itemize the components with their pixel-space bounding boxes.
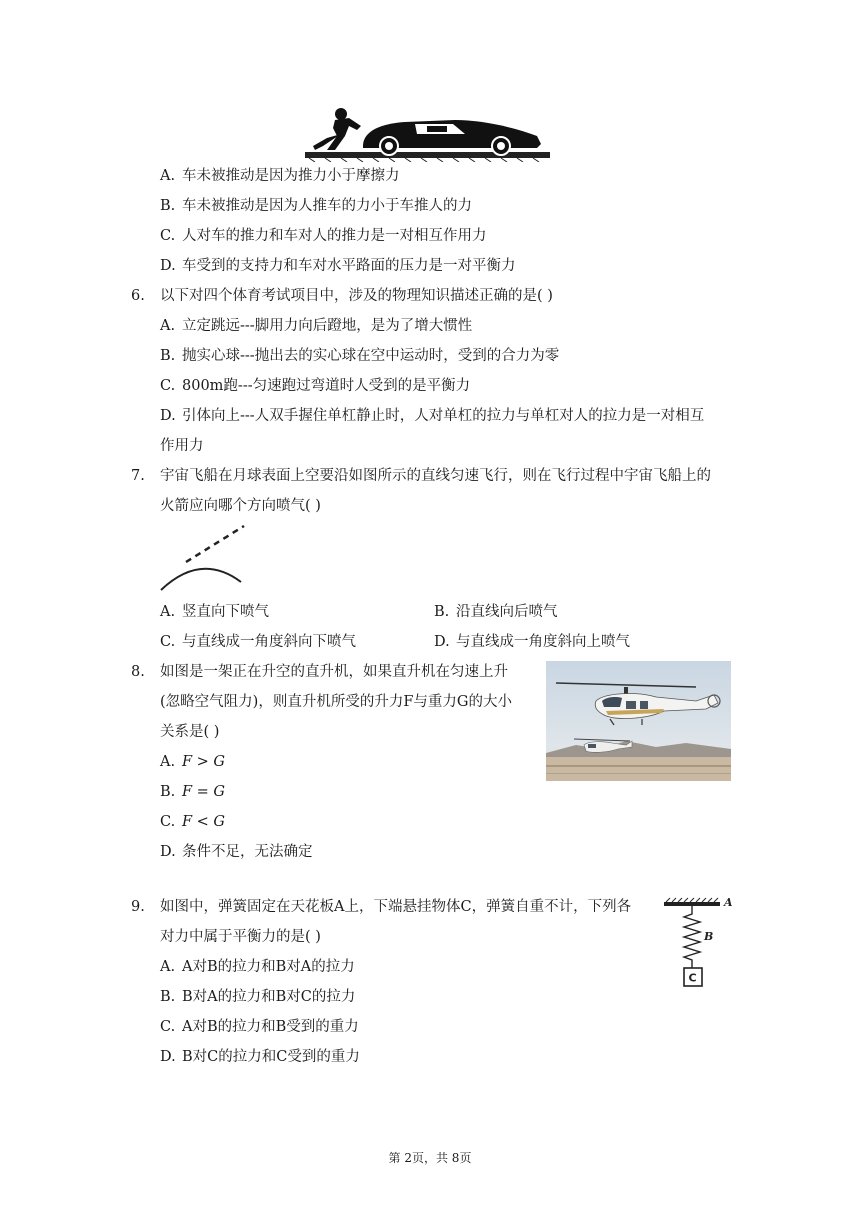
option-letter: C. (160, 814, 176, 830)
option-letter: C. (160, 228, 176, 244)
option-letter: B. (160, 198, 176, 214)
option-text: F > G (182, 754, 226, 770)
option-text: 车受到的支持力和车对水平路面的压力是一对平衡力 (182, 258, 516, 274)
option-text: 车未被推动是因为人推车的力小于车推人的力 (182, 198, 472, 214)
q6-option-d-continued: 作用力 (160, 438, 204, 454)
q9-option-a (160, 957, 355, 977)
q7-stem-line1: 宇宙飞船在月球表面上空要沿如图所示的直线匀速飞行，则在飞行过程中宇宙飞船上的 (160, 468, 711, 484)
option-text: 引体向上---人双手握住单杠静止时，人对单杠的拉力与单杠对人的拉力是一对相互 (182, 408, 705, 424)
option-text: B对A的拉力和B对C的拉力 (182, 989, 356, 1005)
option-text: 条件不足，无法确定 (182, 844, 313, 860)
q7-option-c (160, 632, 356, 652)
option-letter: C. (160, 1019, 176, 1035)
q5-option-a (160, 166, 400, 186)
option-letter: D. (160, 408, 176, 424)
option-text: F < G (182, 814, 226, 830)
option-letter: B. (160, 989, 176, 1005)
q5-option-c (160, 226, 487, 246)
moon-trajectory-figure (158, 522, 250, 594)
option-text: A对B的拉力和B对A的拉力 (182, 959, 355, 975)
q7-option-d (434, 632, 630, 652)
q7-option-a (160, 602, 269, 622)
option-letter: D. (434, 634, 450, 650)
option-letter: B. (160, 784, 176, 800)
option-letter: D. (160, 844, 176, 860)
option-text: 800m跑---匀速跑过弯道时人受到的是平衡力 (182, 378, 471, 394)
spring-figure (660, 894, 738, 994)
q9-stem-line2: 对力中属于平衡力的是( ) (160, 929, 321, 945)
q7-number: 7. (131, 468, 145, 484)
car-push-figure (305, 106, 550, 162)
q8-option-c (160, 812, 225, 832)
q8-stem-line1: 如图是一架正在升空的直升机，如果直升机在匀速上升 (160, 664, 508, 680)
q9-stem-line1: 如图中，弹簧固定在天花板A上，下端悬挂物体C，弹簧自重不计，下列各 (160, 899, 632, 915)
option-letter: A. (160, 959, 176, 975)
q6-stem: 以下对四个体育考试项目中，涉及的物理知识描述正确的是( ) (160, 288, 553, 304)
option-letter: B. (160, 348, 176, 364)
q6-option-c (160, 376, 470, 396)
q6-option-b (160, 346, 559, 366)
q5-option-d (160, 256, 516, 276)
q5-option-b (160, 196, 472, 216)
option-text: 与直线成一角度斜向上喷气 (456, 634, 630, 650)
option-letter: A. (160, 754, 176, 770)
option-text: 立定跳远---脚用力向后蹬地，是为了增大惯性 (182, 318, 473, 334)
q8-number: 8. (131, 664, 145, 680)
q8-stem-line3: 关系是( ) (160, 724, 220, 740)
q7-stem-line2: 火箭应向哪个方向喷气( ) (160, 498, 321, 514)
option-text: F = G (182, 784, 226, 800)
q8-stem-line2: (忽略空气阻力)，则直升机所受的升力F与重力G的大小 (160, 694, 512, 710)
page-footer: 第 2页，共 8页 (388, 1151, 472, 1165)
q7-option-b (434, 602, 558, 622)
option-text: 与直线成一角度斜向下喷气 (182, 634, 356, 650)
option-letter: C. (160, 634, 176, 650)
option-letter: D. (160, 258, 176, 274)
option-letter: B. (434, 604, 450, 620)
q6-option-a (160, 316, 472, 336)
helicopter-photo (546, 661, 731, 781)
option-text: 车未被推动是因为推力小于摩擦力 (182, 168, 400, 184)
option-text: A对B的拉力和B受到的重力 (182, 1019, 359, 1035)
q8-option-b (160, 782, 225, 802)
label-c: C (688, 971, 697, 985)
q9-option-c (160, 1017, 359, 1037)
option-text: B对C的拉力和C受到的重力 (182, 1049, 360, 1065)
label-a: A (724, 896, 733, 909)
option-letter: D. (160, 1049, 176, 1065)
q8-option-a (160, 752, 225, 772)
q9-option-d (160, 1047, 360, 1067)
q9-option-b (160, 987, 355, 1007)
option-text: 竖直向下喷气 (182, 604, 269, 620)
q6-option-d (160, 406, 704, 426)
option-text: 人对车的推力和车对人的推力是一对相互作用力 (182, 228, 487, 244)
q8-option-d (160, 842, 313, 862)
label-b: B (704, 930, 714, 943)
option-letter: A. (160, 318, 176, 334)
option-text: 沿直线向后喷气 (456, 604, 558, 620)
option-text: 抛实心球---抛出去的实心球在空中运动时，受到的合力为零 (182, 348, 560, 364)
option-letter: A. (160, 168, 176, 184)
q6-number: 6. (131, 288, 145, 304)
option-letter: C. (160, 378, 176, 394)
q9-number: 9. (131, 899, 145, 915)
option-letter: A. (160, 604, 176, 620)
